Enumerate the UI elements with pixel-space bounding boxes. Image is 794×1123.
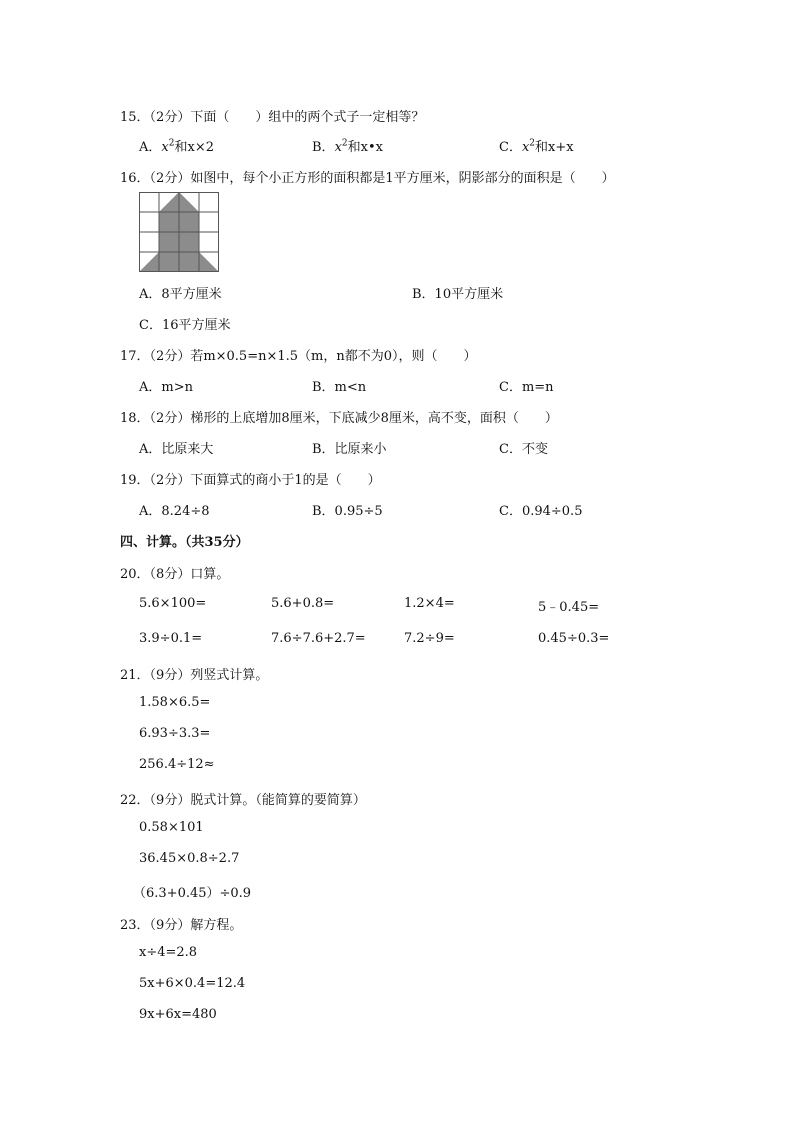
q21-stem: 21．（9分）列竖式计算。: [120, 668, 269, 683]
q20-item: 7.2÷9=: [404, 631, 455, 646]
q23-item: x÷4=2.8: [139, 945, 198, 960]
q23-item: 9x+6x=480: [139, 1007, 217, 1022]
q15-option-c-var: x: [521, 140, 530, 155]
q15-option-a-label: A．: [139, 140, 162, 155]
q15-stem: 15．（2分）下面（ ）组中的两个式子一定相等？: [120, 110, 425, 125]
q15-option-c[interactable]: [499, 136, 574, 155]
section-4-heading: 四、计算。（共35分）: [120, 535, 249, 550]
q20-stem: 20．（8分）口算。: [120, 567, 230, 582]
q22-stem: 22．（9分）脱式计算。（能简算的要简算）: [120, 793, 366, 808]
q18-option-c[interactable]: C．不变: [499, 442, 548, 457]
q18-option-b[interactable]: B．比原来小: [312, 442, 387, 457]
q16-stem: 16．（2分）如图中，每个小正方形的面积都是1平方厘米，阴影部分的面积是（ ）: [120, 171, 615, 186]
q20-item: 1.2×4=: [404, 596, 455, 611]
q15-option-a[interactable]: [139, 136, 214, 155]
q15-option-a-exponent: 2: [168, 138, 175, 149]
q19-stem: 19．（2分）下面算式的商小于1的是（ ）: [120, 473, 381, 488]
q23-item: 5x+6×0.4=12.4: [139, 976, 246, 991]
q15-option-b-var: x: [334, 140, 342, 155]
q21-item: 1.58×6.5=: [139, 695, 211, 710]
q15-option-b-expr: x•x: [360, 140, 383, 155]
q15-option-b[interactable]: [312, 136, 383, 155]
q22-item: 36.45×0.8÷2.7: [139, 851, 240, 866]
q20-item: 5﹣0.45=: [538, 600, 600, 615]
q15-option-a-and: 和: [174, 140, 188, 155]
q17-option-b[interactable]: B．m<n: [312, 380, 367, 395]
q20-item: 5.6+0.8=: [271, 596, 335, 611]
q23-stem: 23．（9分）解方程。: [120, 918, 243, 933]
q22-item: （6.3+0.45）÷0.9: [133, 886, 252, 901]
q20-item: 7.6÷7.6+2.7=: [271, 631, 366, 646]
q16-grid-figure: [139, 192, 219, 272]
q19-option-a[interactable]: A．8.24÷8: [139, 504, 210, 519]
q19-option-c[interactable]: C．0.94÷0.5: [499, 504, 583, 519]
q15-option-b-label: B．: [312, 140, 335, 155]
q17-option-c[interactable]: C．m=n: [499, 380, 554, 395]
q15-option-b-exponent: 2: [341, 138, 348, 149]
q15-option-c-exponent: 2: [529, 138, 536, 149]
q15-option-c-label: C．: [499, 140, 522, 155]
q21-item: 6.93÷3.3=: [139, 726, 211, 741]
q15-option-a-expr: x×2: [187, 140, 214, 155]
q20-item: 5.6×100=: [139, 596, 207, 611]
q21-item: 256.4÷12≈: [139, 757, 215, 772]
q20-item: 0.45÷0.3=: [538, 631, 610, 646]
q17-stem: 17．（2分）若m×0.5=n×1.5（m，n都不为0），则（ ）: [120, 349, 477, 364]
q16-option-a[interactable]: A．8平方厘米: [139, 287, 222, 302]
q15-option-c-expr: x+x: [548, 140, 574, 155]
q18-stem: 18．（2分）梯形的上底增加8厘米，下底减少8厘米，高不变，面积（ ）: [120, 411, 558, 426]
q16-option-b[interactable]: B．10平方厘米: [412, 287, 504, 302]
q15-option-b-and: 和: [347, 140, 361, 155]
q20-item: 3.9÷0.1=: [139, 631, 203, 646]
q15-option-c-and: 和: [535, 140, 549, 155]
q15-option-a-var: x: [161, 140, 169, 155]
q19-option-b[interactable]: B．0.95÷5: [312, 504, 383, 519]
q16-option-c[interactable]: C．16平方厘米: [139, 318, 231, 333]
q18-option-a[interactable]: A．比原来大: [139, 442, 214, 457]
q22-item: 0.58×101: [139, 820, 204, 835]
q17-option-a[interactable]: A．m>n: [139, 380, 193, 395]
